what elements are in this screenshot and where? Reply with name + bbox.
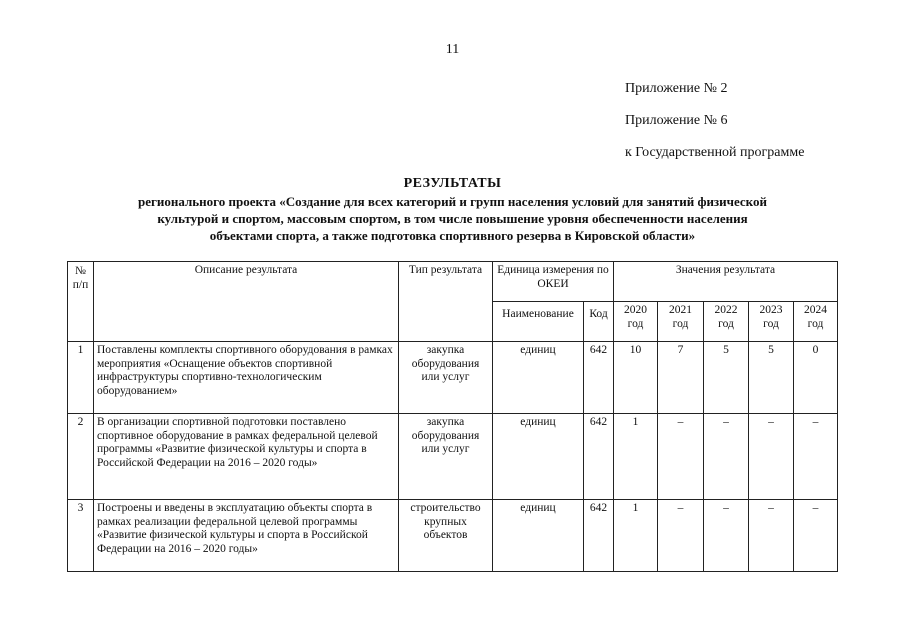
header-year-2021: 2021 год [658,302,704,342]
appendix-line-3: к Государственной программе [625,145,805,160]
row-value-2023: – [749,414,794,500]
row-num: 1 [68,342,94,414]
header-values-group: Значения результата [614,262,838,302]
row-value-2021: – [658,500,704,572]
header-type: Тип результата [399,262,493,342]
row-value-2021: 7 [658,342,704,414]
row-unit-code: 642 [584,342,614,414]
row-value-2024: – [794,500,838,572]
row-num: 3 [68,500,94,572]
table-row [68,414,838,500]
row-value-2022: 5 [704,342,749,414]
row-type: закупка оборудования или услуг [399,342,493,414]
row-unit-code: 642 [584,500,614,572]
appendix-line-2: Приложение № 6 [625,113,728,128]
row-value-2022: – [704,500,749,572]
header-unit-group: Единица измерения по ОКЕИ [493,262,614,302]
table-row [68,500,838,572]
header-year-2023: 2023 год [749,302,794,342]
row-value-2020: 10 [614,342,658,414]
subtitle-line-1: регионального проекта «Создание для всех категорий и групп населения условий для занятий физической [138,194,767,209]
results-table [67,261,838,572]
row-value-2020: 1 [614,414,658,500]
row-description: В организации спортивной подготовки поставлено спортивное оборудование в рамках федеральной целевой программы «Развитие физической культуры и спорта в Российской Федерации на 2016 – 2020 годы» [94,414,399,500]
row-unit-name: единиц [493,500,584,572]
header-unit-name: Наименование [493,302,584,342]
row-unit-name: единиц [493,414,584,500]
row-unit-code: 642 [584,414,614,500]
row-value-2021: – [658,414,704,500]
header-num: № п/п [68,262,94,342]
appendix-line-1: Приложение № 2 [625,81,728,96]
document-subtitle [70,193,835,244]
row-description: Построены и введены в эксплуатацию объекты спорта в рамках реализации федеральной целевой программы «Развитие физической культуры и спорта в Российской Федерации на 2016 – 2020 годы» [94,500,399,572]
subtitle-line-3: объектами спорта, а также подготовка спортивного резерва в Кировской области» [209,228,696,243]
row-value-2024: 0 [794,342,838,414]
row-value-2020: 1 [614,500,658,572]
row-type: строительство крупных объектов [399,500,493,572]
document-title: РЕЗУЛЬТАТЫ [403,176,502,191]
subtitle-line-2: культурой и спортом, массовым спортом, в том числе повышение уровня обеспеченности населения [157,211,748,226]
header-year-2022: 2022 год [704,302,749,342]
row-type: закупка оборудования или услуг [399,414,493,500]
row-value-2023: 5 [749,342,794,414]
page-number: 11 [445,42,460,57]
header-unit-code: Код [584,302,614,342]
header-description: Описание результата [94,262,399,342]
row-unit-name: единиц [493,342,584,414]
header-year-2024: 2024 год [794,302,838,342]
row-value-2024: – [794,414,838,500]
table-row [68,342,838,414]
row-description: Поставлены комплекты спортивного оборудования в рамках мероприятия «Оснащение объектов спортивной инфраструктуры спортивно-технологическим оборудованием» [94,342,399,414]
row-value-2022: – [704,414,749,500]
row-value-2023: – [749,500,794,572]
header-year-2020: 2020 год [614,302,658,342]
row-num: 2 [68,414,94,500]
